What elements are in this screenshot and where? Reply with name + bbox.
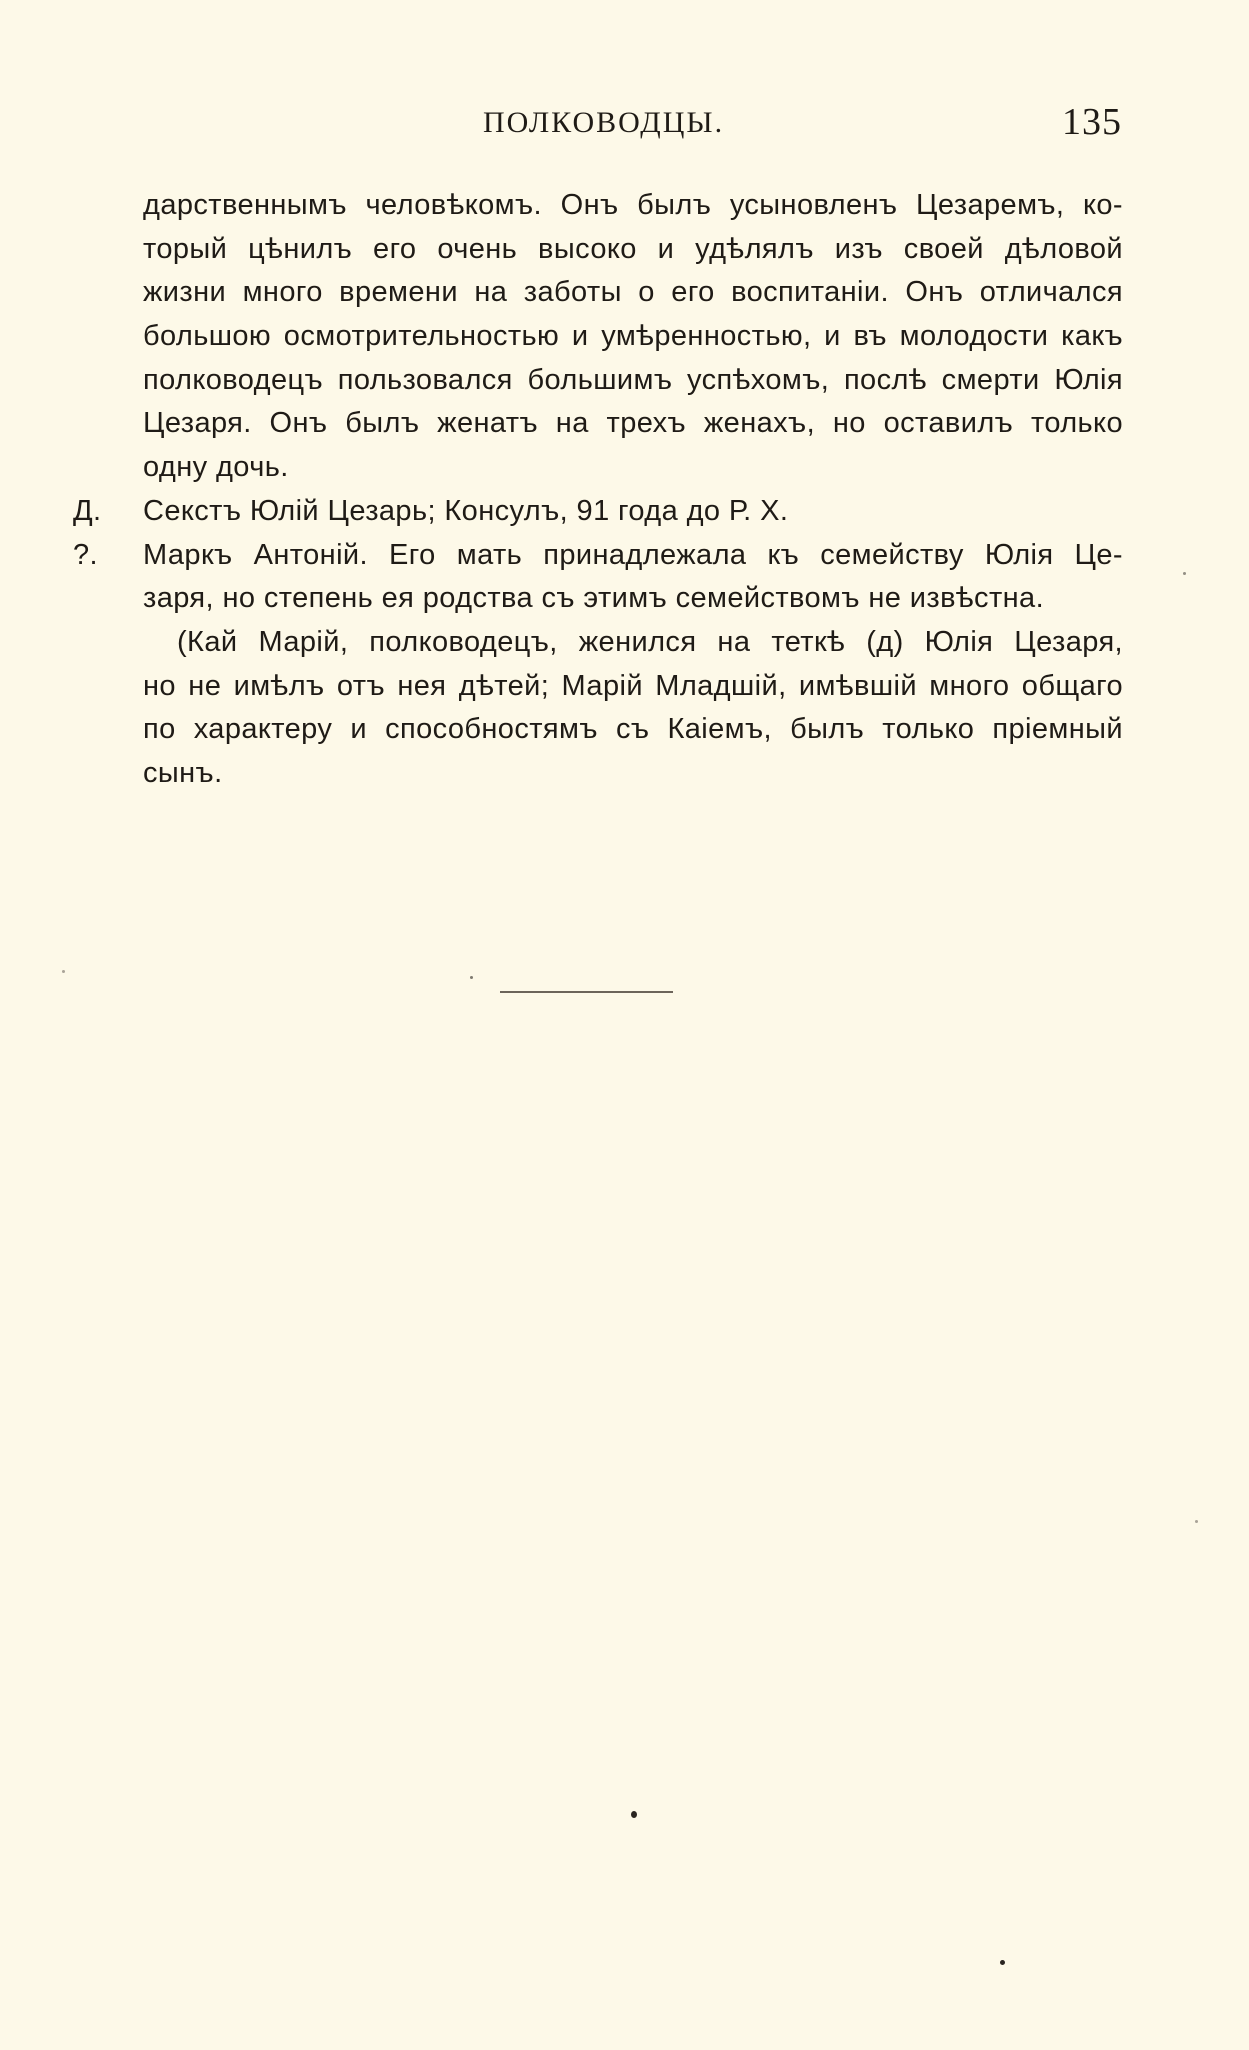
entry-marker: ?. <box>73 538 98 571</box>
text-line: дарственнымъ человѣкомъ. Онъ былъ усыновленъ Цезаремъ, ко- <box>143 189 1123 221</box>
text-line: но не имѣлъ отъ нея дѣтей; Марій Младшій, имѣвшій много общаго <box>143 669 1123 702</box>
paper-speck <box>631 1811 637 1818</box>
text-line: Цезаря. Онъ былъ женатъ на трехъ женахъ, но оставилъ только <box>143 407 1123 440</box>
text-line: (Кай Марій, полководецъ, женился на теткѣ (д) Юлія Цезаря, <box>177 625 1123 658</box>
entry-line <box>73 534 1123 578</box>
paper-speck <box>1183 572 1186 575</box>
entry-text: Секстъ Юлій Цезарь; Консулъ, 91 года до Р. Х. <box>143 494 789 527</box>
body-text <box>73 184 1123 796</box>
entry-line <box>73 490 1123 534</box>
running-head <box>0 100 1249 150</box>
paper-speck <box>1000 1960 1005 1965</box>
text-line: торый цѣнилъ его очень высоко и удѣлялъ изъ своей дѣловой <box>143 232 1123 265</box>
text-line: сынъ. <box>143 756 223 789</box>
running-title: ПОЛКОВОДЦЫ. <box>483 106 725 139</box>
paper-speck <box>470 976 473 979</box>
text-line: жизни много времени на заботы о его воспитаніи. Онъ отличался <box>143 276 1123 309</box>
paper-speck <box>1195 1520 1198 1523</box>
text-line: большою осмотрительностью и умѣренностью, и въ молодости какъ <box>143 320 1123 353</box>
section-end-rule <box>500 991 673 993</box>
text-line: одну дочь. <box>143 451 289 484</box>
text-line: по характеру и способностямъ съ Каіемъ, былъ только пріемный <box>143 713 1123 746</box>
text-line: полководецъ пользовался большимъ успѣхомъ, послѣ смерти Юлія <box>143 363 1123 396</box>
entry-marker: Д. <box>73 494 102 527</box>
paper-speck <box>62 970 65 973</box>
text-line: заря, но степень ея родства съ этимъ семействомъ не извѣстна. <box>143 582 1045 615</box>
page-number: 135 <box>1062 101 1122 143</box>
entry-text: Маркъ Антоній. Его мать принадлежала къ семейству Юлія Це- <box>143 538 1123 571</box>
